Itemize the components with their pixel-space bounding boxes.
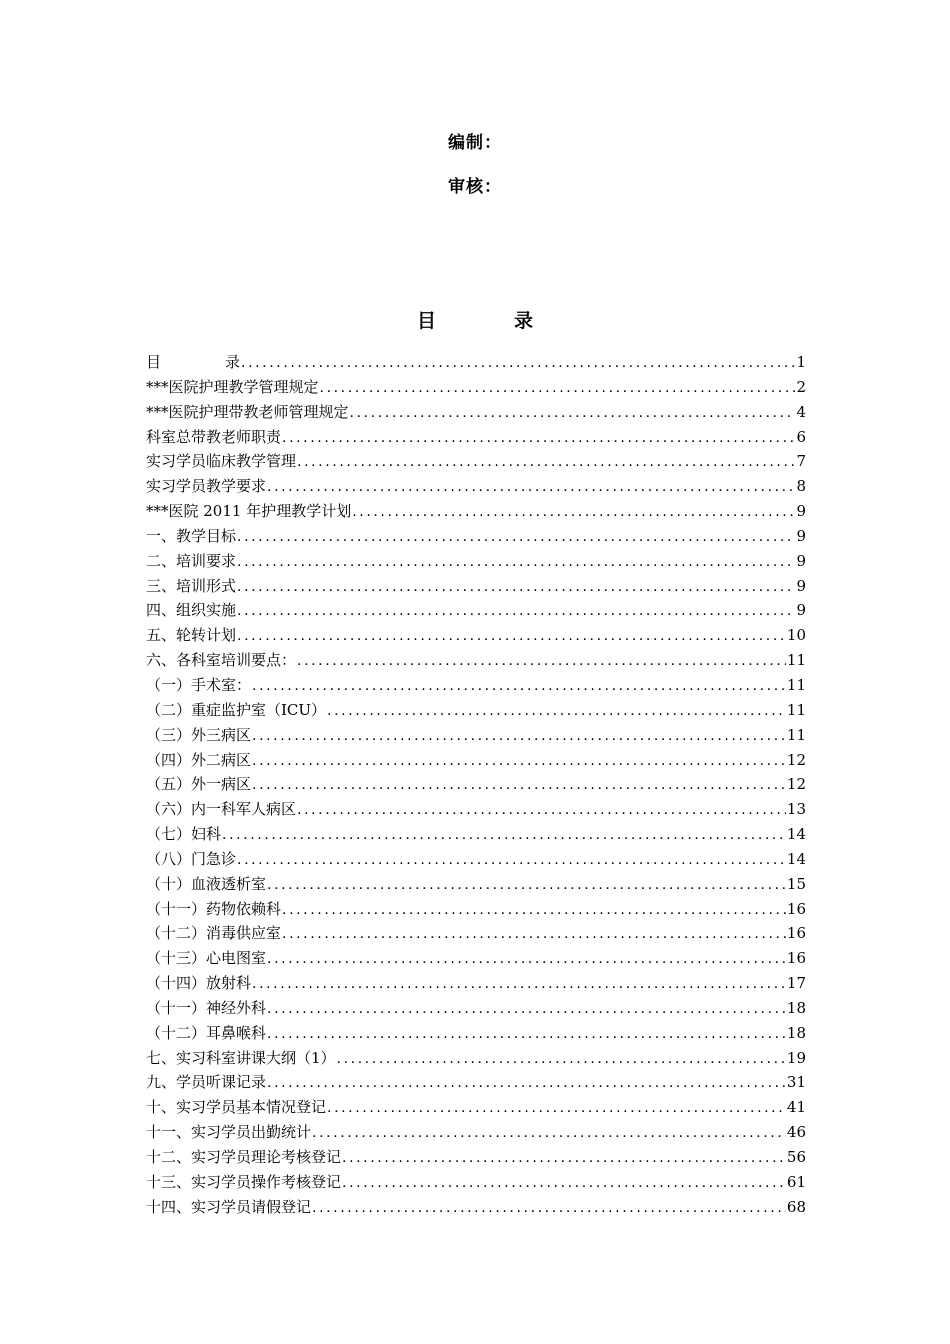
toc-entry[interactable] (146, 797, 806, 822)
toc-entry-label: 四、组织实施 (146, 601, 237, 620)
toc-entry-page: 9 (796, 601, 806, 620)
toc-leader-dots (327, 1096, 786, 1120)
toc-entry-label: 五、轮转计划 (146, 626, 237, 645)
toc-title-char-2: 录 (514, 310, 534, 332)
toc-entry[interactable] (146, 996, 806, 1021)
toc-entry-page: 41 (786, 1098, 806, 1117)
toc-entry[interactable] (146, 598, 806, 623)
toc-entry-page: 11 (786, 700, 806, 719)
toc-entry[interactable] (146, 549, 806, 574)
toc-entry-page: 8 (796, 477, 806, 496)
toc-title (0, 306, 950, 333)
toc-entry-label: ***医院 2011 年护理教学计划 (146, 502, 352, 521)
toc-leader-dots (352, 500, 795, 524)
toc-entry[interactable] (146, 574, 806, 599)
toc-leader-dots (267, 947, 786, 971)
toc-leader-dots (237, 599, 795, 623)
toc-leader-dots (252, 749, 786, 773)
toc-entry[interactable] (146, 623, 806, 648)
toc-entry-label: （十一）药物依赖科 (146, 899, 282, 918)
toc-entry-page: 17 (786, 974, 806, 993)
toc-leader-dots (267, 873, 786, 897)
toc-leader-dots (297, 450, 795, 474)
toc-entry-label: （八）门急诊 (146, 849, 237, 868)
toc-entry-label: （十）血液透析室 (146, 874, 267, 893)
toc-entry-page: 6 (796, 427, 806, 446)
toc-leader-dots (237, 525, 795, 549)
toc-leader-dots (237, 575, 795, 599)
toc-entry-page: 11 (786, 725, 806, 744)
toc-entry[interactable] (146, 748, 806, 773)
toc-entry-page: 13 (786, 800, 806, 819)
toc-leader-dots (297, 649, 786, 673)
toc-entry[interactable] (146, 673, 806, 698)
toc-entry-label: 十四、实习学员请假登记 (146, 1197, 312, 1216)
toc-entry-page: 19 (786, 1048, 806, 1067)
toc-entry[interactable] (146, 723, 806, 748)
toc-entry-page: 56 (786, 1148, 806, 1166)
toc-leader-dots (237, 550, 795, 574)
toc-entry[interactable] (146, 1046, 806, 1071)
toc-entry-label: 九、学员听课记录 (146, 1073, 267, 1092)
toc-entry[interactable] (146, 772, 806, 797)
toc-leader-dots (252, 724, 786, 748)
toc-entry-page: 9 (796, 502, 806, 521)
toc-entry-label: 实习学员临床教学管理 (146, 452, 297, 471)
toc-leader-dots (267, 475, 795, 499)
toc-entry-page: 11 (786, 651, 806, 670)
toc-entry-label: （七）妇科 (146, 825, 222, 844)
toc-entry[interactable] (146, 449, 806, 474)
reviewed-by-label: 审核： (448, 177, 502, 197)
toc-leader-dots (297, 798, 786, 822)
toc-entry[interactable] (146, 1145, 806, 1170)
toc-leader-dots (312, 1196, 786, 1220)
toc-entry-page: 4 (796, 402, 806, 421)
toc-entry[interactable] (146, 499, 806, 524)
toc-entry-label: ***医院护理教学管理规定 (146, 377, 319, 396)
toc-entry-page: 61 (786, 1172, 806, 1191)
toc-entry-label: 二、培训要求 (146, 551, 237, 570)
toc-entry[interactable] (146, 474, 806, 499)
toc-entry-label: 十、实习学员基本情况登记 (146, 1098, 327, 1117)
toc-entry-page: 2 (796, 377, 806, 396)
toc-entry-page: 9 (796, 551, 806, 570)
toc-entry-page: 46 (786, 1123, 806, 1142)
toc-title-char-1: 目 (416, 310, 436, 332)
toc-entry[interactable] (146, 375, 806, 400)
toc-entry-page: 14 (786, 849, 806, 868)
toc-entry-label: （三）外三病区 (146, 725, 252, 744)
toc-entry-label: 十三、实习学员操作考核登记 (146, 1172, 342, 1191)
toc-entry-label: 科室总带教老师职责 (146, 427, 282, 446)
toc-entry[interactable] (146, 921, 806, 946)
toc-leader-dots (252, 674, 786, 698)
toc-entry[interactable] (146, 1070, 806, 1095)
toc-entry[interactable] (146, 400, 806, 425)
toc-entry-label: 一、教学目标 (146, 526, 237, 545)
toc-entry-page: 9 (796, 576, 806, 595)
toc-leader-dots (282, 922, 786, 946)
toc-entry-page: 12 (786, 750, 806, 769)
toc-entry-page: 7 (796, 452, 806, 471)
toc-leader-dots (282, 426, 795, 450)
toc-leader-dots (312, 1121, 786, 1145)
toc-entry[interactable] (146, 350, 806, 375)
toc-entry-page: 10 (786, 626, 806, 645)
toc-entry-label: 十一、实习学员出勤统计 (146, 1123, 312, 1142)
toc-entry[interactable] (146, 971, 806, 996)
toc-entry-page: 1 (796, 353, 806, 371)
toc-entry-label: （十一）神经外科 (146, 998, 267, 1017)
toc-entry-label: （五）外一病区 (146, 775, 252, 794)
toc-entry-label: 六、各科室培训要点： (146, 651, 297, 670)
toc-leader-dots (237, 624, 786, 648)
toc-entry-label: （二）重症监护室（ICU） (146, 700, 327, 719)
toc-entry[interactable] (146, 897, 806, 922)
toc-entry-label: 十二、实习学员理论考核登记 (146, 1148, 342, 1166)
toc-entry[interactable] (146, 648, 806, 673)
toc-entry-page: 16 (786, 924, 806, 943)
toc-entry-label: （一）手术室： (146, 675, 252, 694)
toc-entry-page: 9 (796, 526, 806, 545)
toc-leader-dots (252, 773, 786, 797)
toc-entry-page: 68 (786, 1197, 806, 1216)
toc-leader-dots (320, 376, 795, 400)
toc-leader-dots (237, 848, 786, 872)
toc-entry[interactable] (146, 698, 806, 723)
compiled-by-label: 编制： (448, 133, 502, 153)
toc-entry[interactable] (146, 822, 806, 847)
toc-leader-dots (267, 1022, 786, 1046)
toc-leader-dots (350, 401, 795, 425)
toc-leader-dots (222, 823, 786, 847)
toc-entry-page: 18 (786, 998, 806, 1017)
toc-entry[interactable] (146, 946, 806, 971)
toc-leader-dots (337, 1047, 786, 1071)
toc-leader-dots (252, 972, 786, 996)
toc-entry[interactable] (146, 1021, 806, 1046)
toc-leader-dots (342, 1171, 786, 1195)
toc-entry-label: 三、培训形式 (146, 576, 237, 595)
toc-entry-page: 31 (786, 1073, 806, 1092)
toc-entry-page: 15 (786, 874, 806, 893)
toc-entry-page: 18 (786, 1023, 806, 1042)
toc-entry[interactable] (146, 1120, 806, 1145)
toc-entry-label: ***医院护理带教老师管理规定 (146, 402, 349, 421)
toc-entry[interactable] (146, 425, 806, 450)
toc-leader-dots (241, 351, 795, 375)
toc-entry-page: 14 (786, 825, 806, 844)
toc-entry-page: 16 (786, 949, 806, 968)
toc-entry-label (146, 350, 240, 375)
toc-leader-dots (267, 997, 786, 1021)
toc-entry-page: 11 (786, 675, 806, 694)
toc-entry-label: 实习学员教学要求 (146, 477, 267, 496)
toc-entry[interactable] (146, 872, 806, 897)
toc-entry-page: 12 (786, 775, 806, 794)
toc-entry[interactable] (146, 524, 806, 549)
toc-entry-label: 七、实习科室讲课大纲（1） (146, 1048, 336, 1067)
toc-entry-label: （六）内一科军人病区 (146, 800, 297, 819)
toc-entry-label: （十三）心电图室 (146, 949, 267, 968)
toc-entry-label-char-1: 目 (146, 353, 162, 371)
toc-leader-dots (327, 699, 786, 723)
toc-entry[interactable] (146, 1170, 806, 1195)
toc-entry[interactable] (146, 1095, 806, 1120)
toc-entry[interactable] (146, 847, 806, 872)
toc-entry-label-char-2: 录 (225, 353, 241, 371)
toc-leader-dots (267, 1071, 786, 1095)
toc-list (146, 350, 806, 1220)
toc-leader-dots (342, 1146, 786, 1170)
toc-leader-dots (282, 898, 786, 922)
toc-entry-label: （十四）放射科 (146, 974, 252, 993)
toc-entry-label: （四）外二病区 (146, 750, 252, 769)
toc-entry[interactable] (146, 1195, 806, 1220)
toc-entry-page: 16 (786, 899, 806, 918)
toc-entry-label: （十二）消毒供应室 (146, 924, 282, 943)
toc-entry-label: （十二）耳鼻喉科 (146, 1023, 267, 1042)
